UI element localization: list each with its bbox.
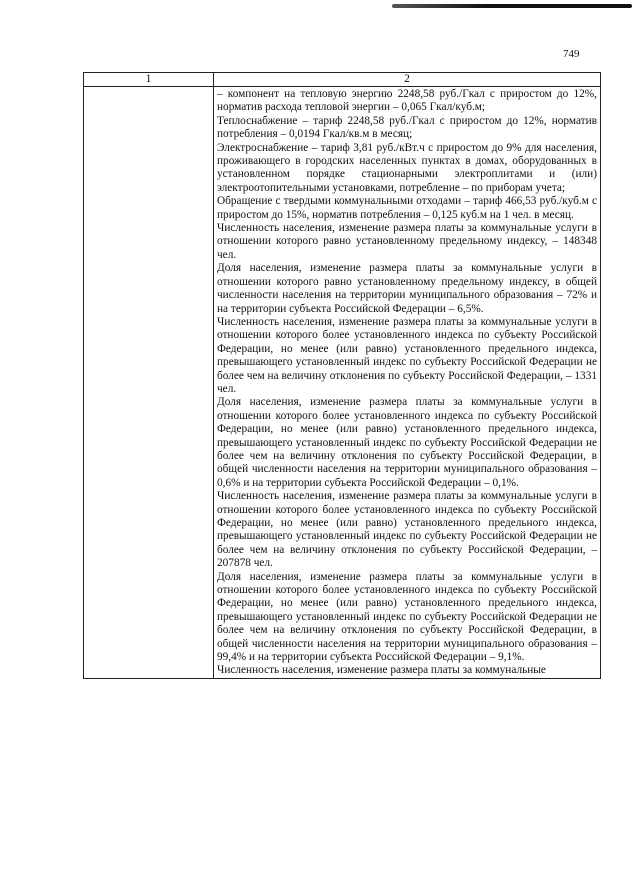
column-header-2: 2 — [214, 73, 601, 87]
table-body-row — [84, 87, 601, 679]
page-number: 749 — [563, 48, 580, 60]
paragraph: Доля населения, изменение размера платы за коммунальные услуги в отношении которого более установленного индекса по субъекту Российской Федерации, но менее (или равно) установленного предельного индекса, превышающего установленный индекс по субъекту Российской Федерации не более чем на величину отклонения по субъекту Российской Федерации, в общей численности населения на территории муниципального образования – 99,4% и на территории субъекта Российской Федерации – 9,1%. — [217, 570, 597, 664]
paragraph: Численность населения, изменение размера платы за коммунальные услуги в отношении которого более установленного индекса по субъекту Российской Федерации, но менее (или равно) установленного предельного индекса, превышающего установленный индекс по субъекту Российской Федерации не более чем на величину отклонения по субъекту Российской Федерации, – 207878 чел. — [217, 490, 597, 570]
scan-edge-mark — [392, 4, 632, 8]
paragraph: Доля населения, изменение размера платы за коммунальные услуги в отношении которого более установленного индекса по субъекту Российской Федерации, но менее (или равно) установленного предельного индекса, превышающего установленный индекс по субъекту Российской Федерации не более чем на величину отклонения по субъекту Российской Федерации, в общей численности населения на территории муниципального образования – 0,6% и на территории субъекта Российской Федерации – 0,1%. — [217, 396, 597, 489]
table-header-row — [84, 73, 601, 87]
paragraph: Теплоснабжение – тариф 2248,58 руб./Гкал с приростом до 12%, норматив потребления – 0,0194 Гкал/кв.м в месяц; — [217, 114, 597, 141]
column-header-1: 1 — [84, 73, 214, 87]
content-cell — [214, 87, 601, 679]
paragraph: Численность населения, изменение размера платы за коммунальные услуги в отношении которого более установленного индекса по субъекту Российской Федерации, но менее (или равно) установленного предельного индекса, превышающего установленный индекс по субъекту Российской Федерации не более чем на величину отклонения по субъекту Российской Федерации, – 1331 чел. — [217, 315, 597, 395]
paragraph: Доля населения, изменение размера платы за коммунальные услуги в отношении которого равно установленному предельному индексу, в общей численности населения на территории муниципального образования – 72% и на территории субъекта Российской Федерации – 6,5%. — [217, 262, 597, 315]
paragraph: Обращение с твердыми коммунальными отходами – тариф 466,53 руб./куб.м с приростом до 15%, норматив потребления – 0,125 куб.м на 1 чел. в месяц. — [217, 195, 597, 221]
paragraph: Электроснабжение – тариф 3,81 руб./кВт.ч с приростом до 9% для населения, проживающего в городских населенных пунктах в домах, оборудованных в установленном порядке стационарными электроплитами и (или) электроотопительными установками, потребление – по приборам учета; — [217, 141, 597, 194]
document-table — [83, 72, 601, 679]
paragraph: Численность населения, изменение размера платы за коммунальные — [217, 664, 546, 677]
paragraph: – компонент на тепловую энергию 2248,58 руб./Гкал с приростом до 12%, норматив расхода тепловой энергии – 0,065 Гкал/куб.м; — [217, 88, 597, 114]
content-block — [214, 87, 600, 678]
empty-cell — [84, 87, 214, 679]
paragraph: Численность населения, изменение размера платы за коммунальные услуги в отношении которого равно установленному предельному индексу, – 148348 чел. — [217, 222, 597, 261]
